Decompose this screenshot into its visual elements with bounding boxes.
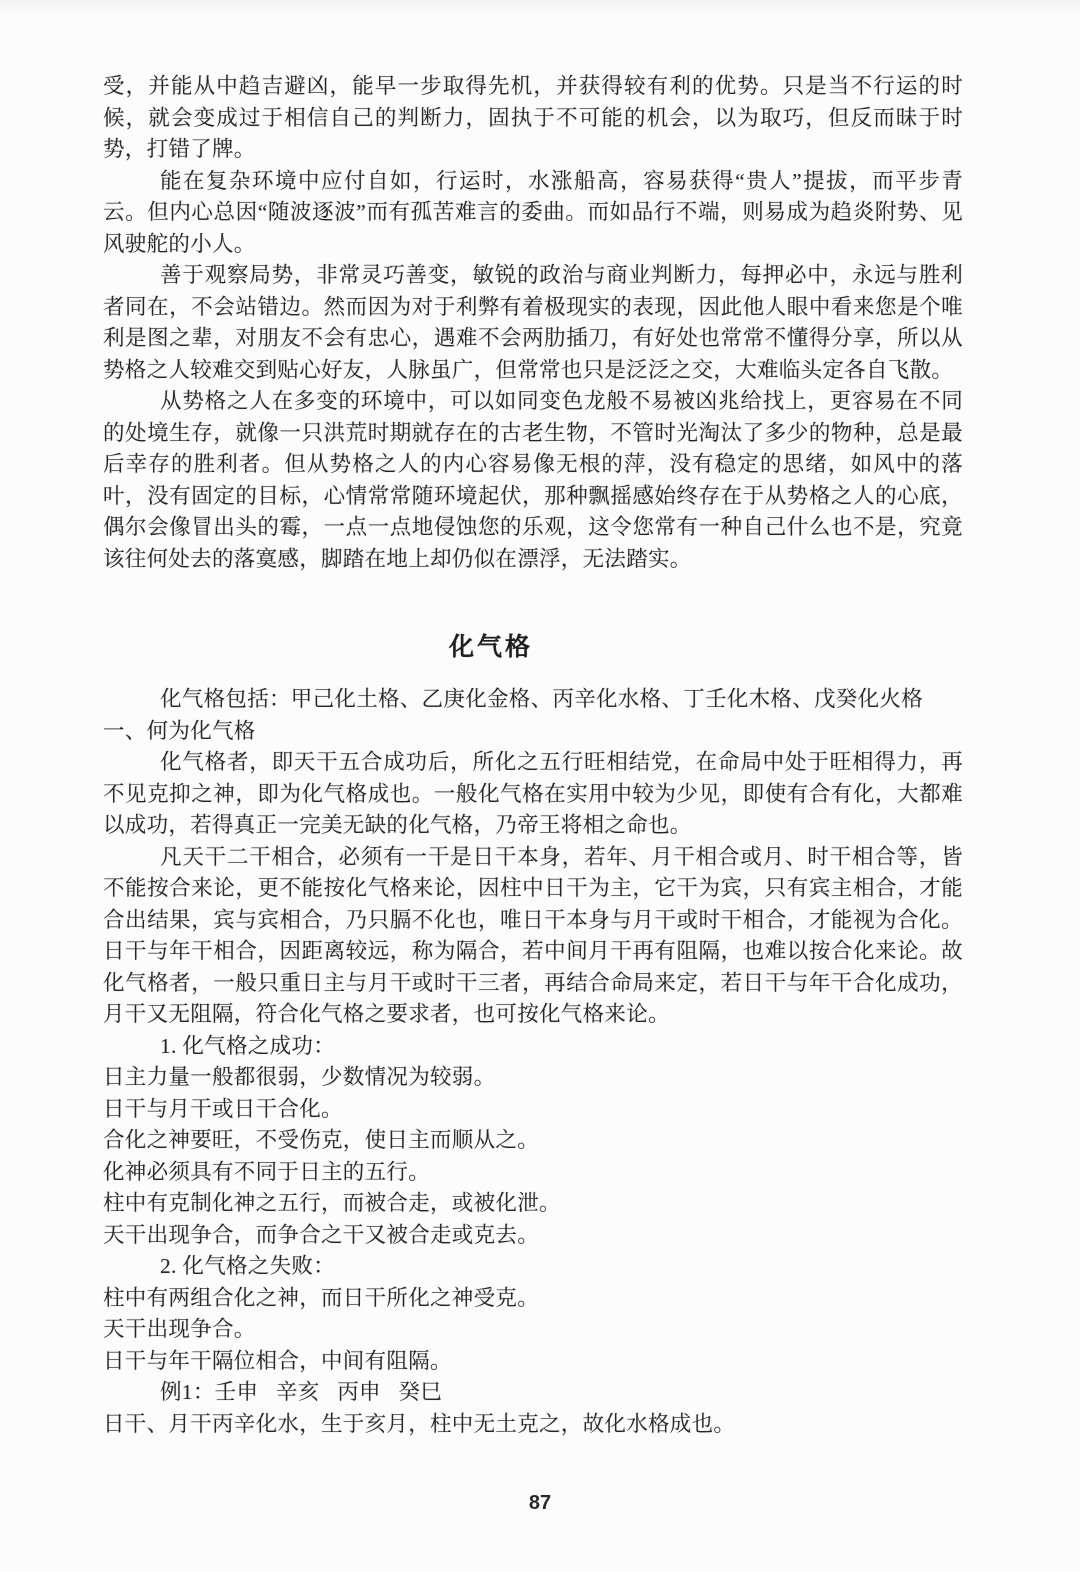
- paragraph-combination-rules: 凡天干二干相合，必须有一干是日干本身，若年、月干相合或月、时干相合等，皆不能按合来论，更不能按化气格来论，因柱中日干为主，它干为宾，只有宾主相合，才能合出结果，宾与宾相合，乃只膈不化也，唯日干本身与月干或时干相合，才能视为合化。日干与年干相合，因距离较远，称为隔合，若中间月干再有阻隔，也难以按合化来论。故化气格者，一般只重日主与月干或时干三者，再结合命局来定，若日干与年干合化成功，月干又无阻隔，符合化气格之要求者，也可按化气格来论。: [103, 844, 963, 1026]
- paragraph-fortune-luck: 能在复杂环境中应付自如，行运时，水涨船高，容易获得“贵人”提拔，而平步青云。但内心总因“随波逐波”而有孤苦难言的委曲。而如品行不端，则易成为趋炎附势、见风驶舵的小人。: [103, 168, 963, 256]
- success-line: 日主力量一般都很弱，少数情况为较弱。: [103, 1065, 496, 1089]
- success-line: 日干与月干或日干合化。: [103, 1096, 343, 1121]
- example-note: 日干、月干丙辛化水，生于亥月，柱中无土克之，故化水格成也。: [103, 1411, 736, 1436]
- paragraph-chameleon: 从势格之人在多变的环境中，可以如同变色龙般不易被凶兆给找上，更容易在不同的处境生存，就像一只洪荒时期就存在的古老生物，不管时光淘汰了多少的物种，总是最后幸存的胜利者。但从势格之人的内心容易像无根的萍，没有稳定的思绪，如风中的落叶，没有固定的目标，心情常常随环境起伏，那种飘摇感始终存在于从势格之人的心底，偶尔会像冒出头的霉，一点一点地侵蚀您的乐观，这令您常有一种自己什么也不是，究竟该往何处去的落寞感，脚踏在地上却仍似在漂浮，无法踏实。: [103, 389, 963, 571]
- success-line: 天干出现争合，而争合之干又被合走或克去。: [103, 1222, 540, 1247]
- section-includes-line: 化气格包括：甲己化土格、乙庚化金格、丙辛化水格、丁壬化木格、戊癸化火格: [160, 687, 924, 711]
- paragraph-definition: 化气格者，即天干五合成功后，所化之五行旺相结党，在命局中处于旺相得力，再不见克抑之神，即为化气格成也。一般化气格在实用中较为少见，即使有合有化，大都难以成功，若得真正一完美无缺的化气格，乃帝王将相之命也。: [103, 750, 963, 837]
- page-number: 87: [528, 1492, 552, 1514]
- failure-line: 柱中有两组合化之神，而日干所化之神受克。: [103, 1285, 540, 1310]
- list-title-success: 1. 化气格之成功：: [160, 1033, 336, 1058]
- failure-line: 天干出现争合。: [103, 1317, 256, 1341]
- section-heading: 化气格: [448, 634, 533, 661]
- example-title: 例1：壬申 辛亥 丙申 癸巳: [160, 1380, 443, 1404]
- success-line: 合化之神要旺，不受伤克，使日主而顺从之。: [103, 1128, 540, 1152]
- paragraph-continuation: 受，并能从中趋吉避凶，能早一步取得先机，并获得较有利的优势。只是当不行运的时候，就会变成过于相信自己的判断力，固执于不可能的机会，以为取巧，但反而昧于时势，打错了牌。: [103, 74, 963, 161]
- success-line: 化神必须具有不同于日主的五行。: [103, 1159, 431, 1184]
- failure-line: 日干与年干隔位相合，中间有阻隔。: [103, 1348, 452, 1373]
- page-content: [103, 71, 963, 1440]
- success-line: 柱中有克制化神之五行，而被合走，或被化泄。: [103, 1191, 561, 1215]
- subheading-what-is: 一、何为化气格: [103, 718, 256, 743]
- paragraph-observation: 善于观察局势，非常灵巧善变，敏锐的政治与商业判断力，每押必中，永远与胜利者同在，不会站错边。然而因为对于利弊有着极现实的表现，因此他人眼中看来您是个唯利是图之辈，对朋友不会有忠心，遇难不会两肋插刀，有好处也常常不懂得分享，所以从势格之人较难交到贴心好友，人脉虽广，但常常也只是泛泛之交，大难临头定各自飞散。: [103, 263, 963, 382]
- list-title-failure: 2. 化气格之失败：: [160, 1254, 336, 1278]
